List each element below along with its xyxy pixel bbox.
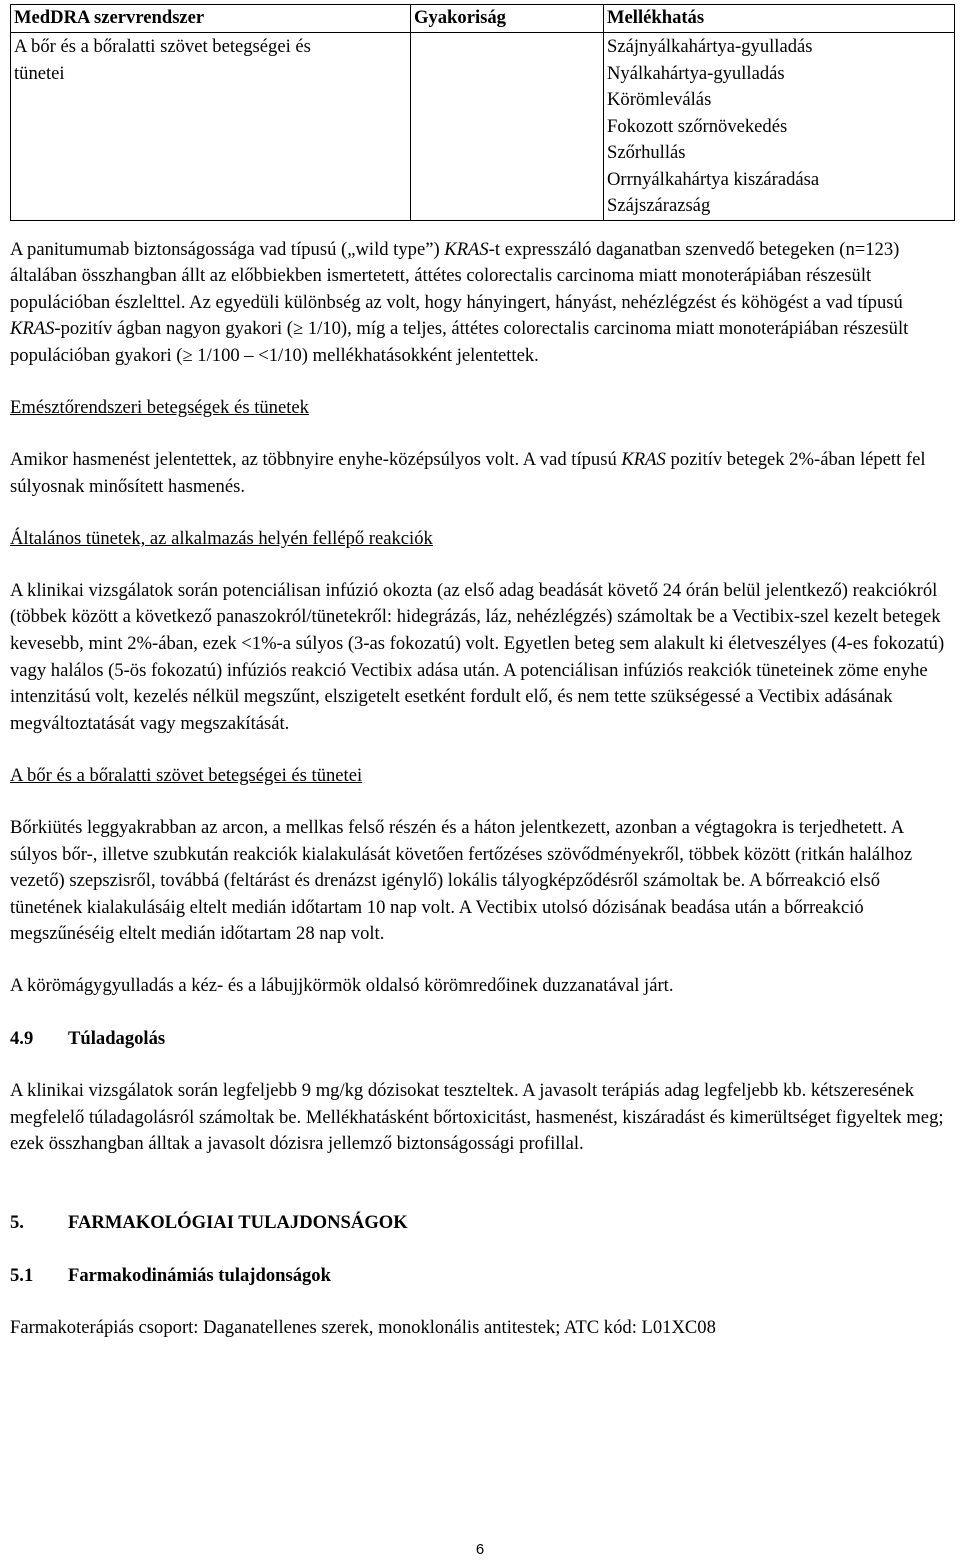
heading-skin: A bőr és a bőralatti szövet betegségei és tünetei bbox=[10, 765, 363, 787]
paragraph-nail: A körömágygyulladás a kéz- és a lábujjkörmök oldalsó körömredőinek duzzanatával járt. bbox=[10, 974, 674, 996]
table-header-row bbox=[11, 5, 955, 33]
header-frequency: Gyakoriság bbox=[411, 5, 604, 33]
header-side-effect: Mellékhatás bbox=[604, 5, 955, 33]
side-effect-item: Orrnyálkahártya kiszáradása bbox=[607, 168, 820, 190]
side-effects-table bbox=[10, 4, 955, 221]
side-effect-item: Nyálkahártya-gyulladás bbox=[607, 62, 785, 84]
page-number: 6 bbox=[475, 1541, 485, 1558]
section-title: Farmakodinámiás tulajdonságok bbox=[68, 1264, 331, 1286]
organ-system-cell bbox=[11, 33, 411, 221]
table-row bbox=[11, 33, 955, 221]
side-effect-item: Szőrhullás bbox=[607, 142, 686, 163]
side-effect-cell bbox=[604, 33, 955, 221]
kras-term: KRAS bbox=[444, 238, 489, 260]
organ-system-line: A bőr és a bőralatti szövet betegségei és bbox=[14, 36, 311, 57]
heading-digestive: Emésztőrendszeri betegségek és tünetek bbox=[10, 397, 309, 419]
paragraph-diarrhea: Amikor hasmenést jelentettek, az többnyire enyhe-középsúlyos volt. A vad típusú KRAS pozitív betegek 2%-ában lépett fel súlyosnak minősített hasmenés. bbox=[10, 449, 926, 497]
paragraph-wild-type: A panitumumab biztonságossága vad típusú („wild type”) KRAS-t expresszáló daganatban szenvedő betegeken (n=123) általában összhangban állt az előbbiekben ismertetett, áttétes colorectalis carcinoma miatt monoterápiában részesült populációban észlelttel. Az egyedüli különbség az volt, hogy hányingert, hányást, nehézlégzést és köhögést a vad típusú KRAS-pozitív ágban nagyon gyakori (≥ 1/10), míg a teljes, áttétes colorectalis carcinoma miatt monoterápiában részesült populációban gyakori (≥ 1/100 – <1/10) mellékhatásokként jelentettek. bbox=[10, 238, 909, 366]
heading-general: Általános tünetek, az alkalmazás helyén fellépő reakciók bbox=[10, 528, 433, 550]
document-page bbox=[10, 4, 955, 1342]
paragraph-infusion: A klinikai vizsgálatok során potenciálisan infúzió okozta (az első adag beadását követő 24 órán belül jelentkező) reakciókról (többek között a következő panaszokról/tünetekről: hidegrázás, láz, nehézlégzés) számoltak be a Vectibix-szel kezelt betegek kevesebb, mint 2%-ában, ezek <1%-a súlyos (3-as fokozatú) volt. Egyetlen beteg sem alakult ki életveszélyes (4-es fokozatú) vagy halálos (5-ös fokozatú) infúziós reakció Vectibix adása után. A potenciálisan infúziós reakciók tüneteinek zöme enyhe intenzitású volt, kezelés nélkül megszűnt, elszigetelt esetként fordult elő, és nem tette szükségessé a Vectibix adásának megváltoztatását vagy megszakítását. bbox=[10, 579, 945, 734]
section-number: 4.9 bbox=[10, 1027, 34, 1049]
paragraph-pharmacotherapeutic-group: Farmakoterápiás csoport: Daganatellenes szerek, monoklonális antitestek; ATC kód: L01XC08 bbox=[10, 1317, 716, 1339]
organ-system-line: tünetei bbox=[14, 62, 65, 84]
section-5-1-heading bbox=[10, 1263, 955, 1290]
section-4-9-heading bbox=[10, 1026, 955, 1053]
section-number: 5. bbox=[10, 1211, 24, 1233]
paragraph-rash: Bőrkiütés leggyakrabban az arcon, a mellkas felső részén és a háton jelentkezett, azonban a végtagokra is terjedhetett. A súlyos bőr-, illetve szubkután reakciók kialakulását követően fertőzéses szövődményekről, többek között (ritkán halálhoz vezető) szepszisről, továbbá (feltárást és drenázst igénylő) lokális tályogképződésről számoltak be. A bőrreakció első tünetének kialakulásáig eltelt medián időtartam 10 nap volt. A Vectibix utolsó dózisának beadása után a bőrreakció megszűnéséig eltelt medián időtartam 28 nap volt. bbox=[10, 817, 913, 945]
kras-term: KRAS bbox=[621, 449, 666, 471]
kras-term: KRAS bbox=[10, 318, 55, 340]
header-organ-system: MedDRA szervrendszer bbox=[11, 5, 411, 33]
section-title: Túladagolás bbox=[68, 1027, 166, 1049]
section-title: FARMAKOLÓGIAI TULAJDONSÁGOK bbox=[68, 1211, 408, 1233]
section-5-heading bbox=[10, 1210, 955, 1237]
paragraph-overdose: A klinikai vizsgálatok során legfeljebb 9 mg/kg dózisokat teszteltek. A javasolt terápiás adag legfeljebb kb. kétszeresének megfelelő túladagolásról számoltak be. Mellékhatásként bőrtoxicitást, hasmenést, kiszáradást és kimerültséget figyeltek meg; ezek összhangban álltak a javasolt dózisra jellemző biztonságossági profillal. bbox=[10, 1080, 944, 1155]
side-effect-item: Szájnyálkahártya-gyulladás bbox=[607, 36, 813, 57]
side-effect-item: Szájszárazság bbox=[607, 195, 711, 216]
frequency-cell bbox=[411, 33, 604, 221]
section-number: 5.1 bbox=[10, 1264, 34, 1286]
side-effect-item: Fokozott szőrnövekedés bbox=[607, 115, 788, 137]
side-effect-item: Körömleválás bbox=[607, 89, 712, 110]
